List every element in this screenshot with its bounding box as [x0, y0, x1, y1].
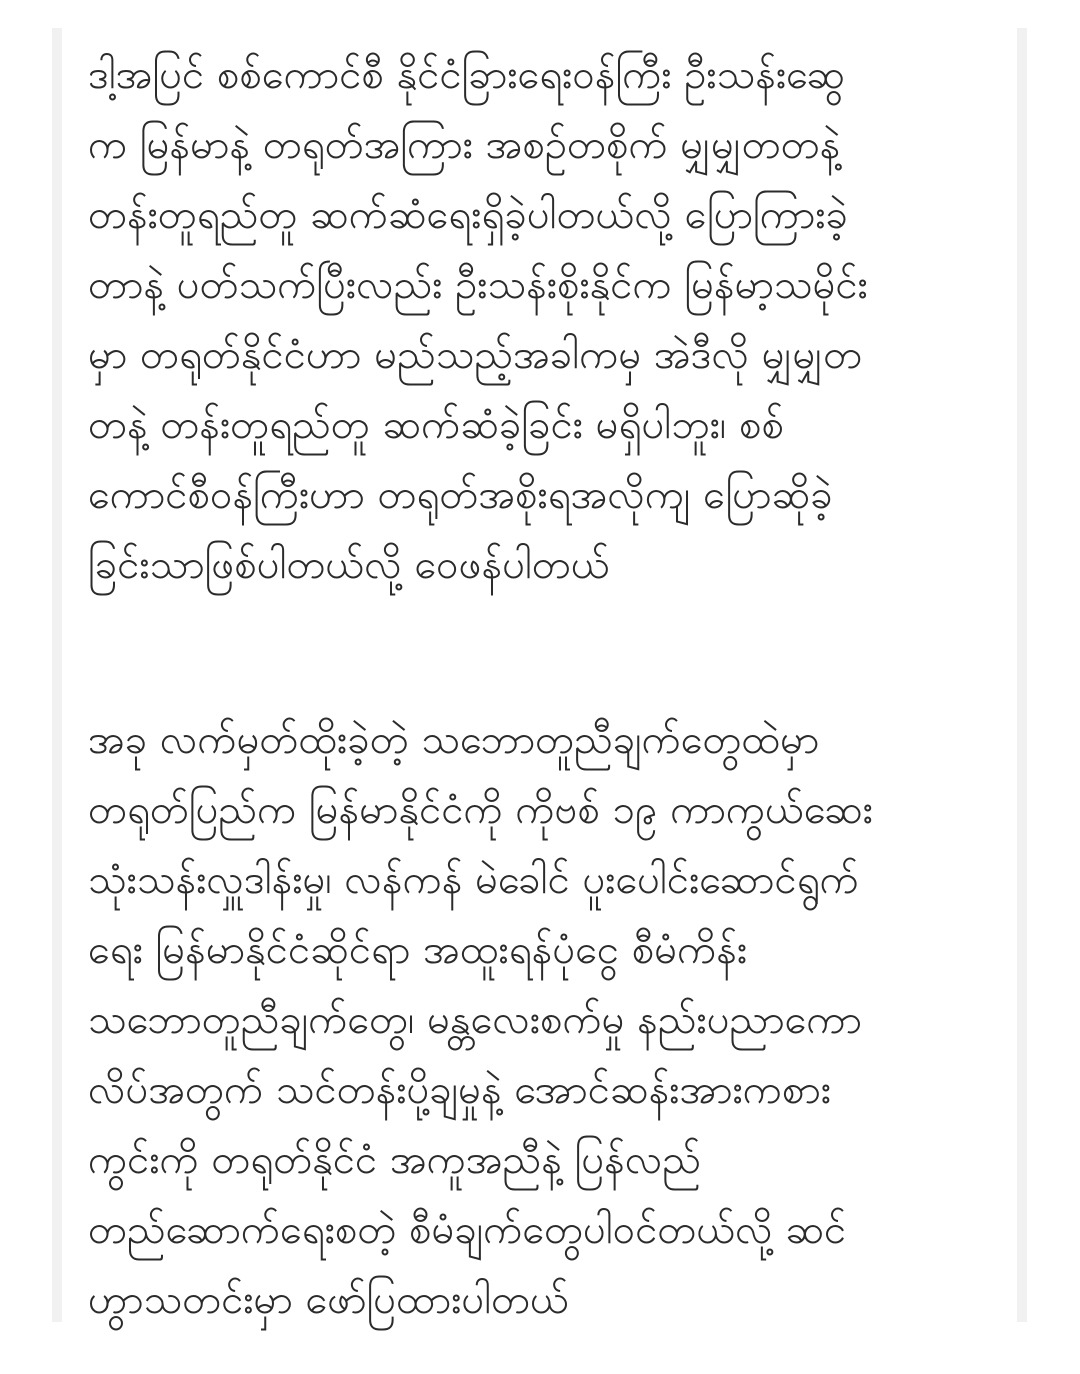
text-line: ဟွာသတင်းမှာ ဖော်ပြထားပါတယ်	[88, 1277, 569, 1323]
text-line: က မြန်မာနဲ့ တရုတ်အကြား အစဉ်တစိုက် မျှမျှတတနဲ့	[88, 122, 841, 168]
text-line: ရေး မြန်မာနိုင်ငံဆိုင်ရာ အထူးရန်ပုံငွေ စီမံကိန်း	[88, 927, 748, 973]
text-line: အခု လက်မှတ်ထိုးခဲ့တဲ့ သဘောတူညီချက်တွေထဲမှာ	[88, 717, 820, 763]
text-line: ကွင်းကို တရုတ်နိုင်ငံ အကူအညီနဲ့ ပြန်လည်	[88, 1137, 702, 1183]
text-line: တနဲ့ တန်းတူရည်တူ ဆက်ဆံခဲ့ခြင်း မရှိပါဘူး၊ စစ်	[88, 402, 784, 448]
text-line: သဘောတူညီချက်တွေ၊ မန္တလေးစက်မှု နည်းပညာကော	[88, 997, 862, 1043]
text-line: ဒါ့အပြင် စစ်ကောင်စီ နိုင်ငံခြားရေးဝန်ကြီး ဦးသန်းဆွေ	[88, 52, 845, 98]
text-line: တည်ဆောက်ရေးစတဲ့ စီမံချက်တွေပါဝင်တယ်လို့ ဆင်	[88, 1207, 847, 1253]
text-line: တန်းတူရည်တူ ဆက်ဆံရေးရှိခဲ့ပါတယ်လို့ ပြောကြားခဲ့	[88, 192, 848, 238]
paragraph-spacer	[88, 600, 988, 705]
text-line: မှာ တရုတ်နိုင်ငံဟာ မည်သည့်အခါကမှ အဲဒီလို မျှမျှတ	[88, 332, 863, 378]
text-line: ကောင်စီဝန်ကြီးဟာ တရုတ်အစိုးရအလိုကျ ပြောဆိုခဲ့	[88, 472, 833, 518]
paragraph-2	[88, 705, 988, 1335]
text-line: ခြင်းသာဖြစ်ပါတယ်လို့ ဝေဖန်ပါတယ်	[88, 542, 610, 588]
article-body	[88, 40, 988, 1335]
left-margin-bar	[52, 28, 62, 1322]
text-line: တာနဲ့ ပတ်သက်ပြီးလည်း ဦးသန်းစိုးနိုင်က မြန်မာ့သမိုင်း	[88, 262, 868, 308]
right-margin-bar	[1017, 28, 1027, 1322]
text-line: သုံးသန်းလှူဒါန်းမှု၊ လန်ကန် မဲခေါင် ပူးပေါင်းဆောင်ရွက်	[88, 857, 859, 903]
paragraph-1	[88, 40, 988, 600]
text-line: တရုတ်ပြည်က မြန်မာနိုင်ငံကို ကိုဗစ် ၁၉ ကာကွယ်ဆေး	[88, 787, 873, 833]
text-line: လိပ်အတွက် သင်တန်းပို့ချမှုနဲ့ အောင်ဆန်းအားကစား	[88, 1067, 832, 1113]
